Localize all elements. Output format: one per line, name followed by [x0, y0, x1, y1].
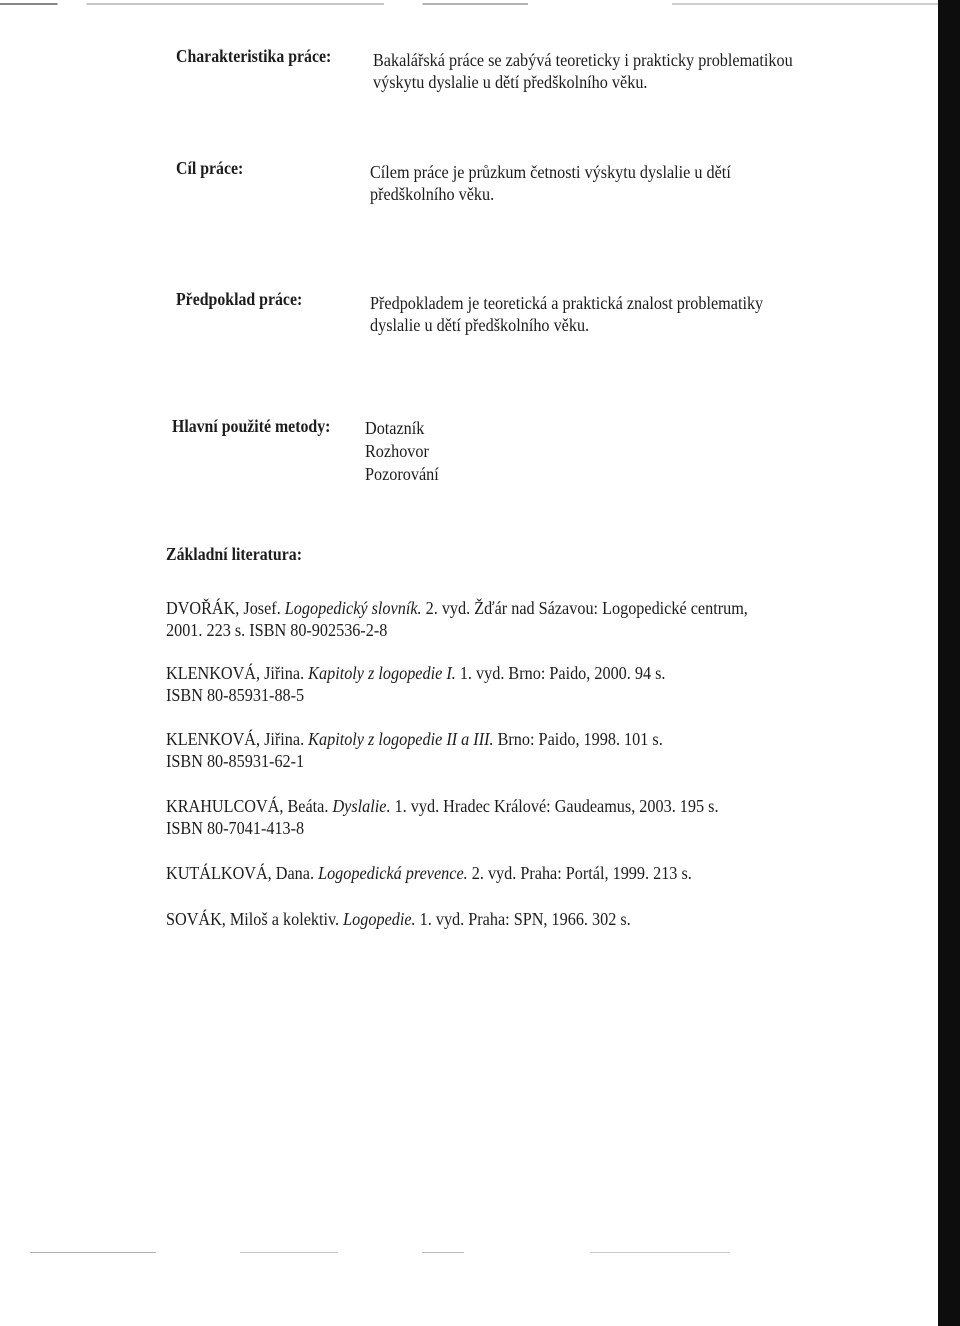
reference-author: KRAHULCOVÁ, Beáta.: [166, 796, 329, 816]
literature-heading: Základní literatura:: [166, 544, 302, 564]
value-line: Cílem práce je průzkum četnosti výskytu dyslalie u dětí: [370, 162, 731, 182]
field-value-predpoklad: [370, 292, 763, 336]
field-value-charakteristika: [373, 49, 793, 93]
reference-line: [166, 795, 719, 817]
reference-line: [166, 597, 748, 619]
reference-publication: 1. vyd. Hradec Králové: Gaudeamus, 2003. 195 s.: [394, 796, 719, 816]
reference-title: Logopedický slovník.: [284, 598, 422, 618]
reference-author: KUTÁLKOVÁ, Dana.: [166, 863, 315, 883]
field-value-metody: [365, 417, 439, 486]
value-line: výskytu dyslalie u dětí předškolního věku.: [373, 72, 648, 92]
reference-title: Dyslalie.: [332, 796, 391, 816]
reference-isbn-line: ISBN 80-85931-62-1: [166, 751, 305, 771]
reference-publication: 1. vyd. Brno: Paido, 2000. 94 s.: [459, 663, 666, 683]
reference-publication: 1. vyd. Praha: SPN, 1966. 302 s.: [419, 909, 631, 929]
reference-item: [166, 795, 719, 839]
reference-item: [166, 662, 665, 706]
reference-title: Logopedická prevence.: [318, 863, 468, 883]
field-label-predpoklad: Předpoklad práce:: [176, 289, 303, 309]
reference-author: KLENKOVÁ, Jiřina.: [166, 663, 305, 683]
reference-item: [166, 597, 748, 641]
reference-line: [166, 862, 692, 884]
reference-item: [166, 862, 692, 884]
method-item: Dotazník: [365, 418, 425, 438]
value-line: předškolního věku.: [370, 184, 495, 204]
scan-artifact-bottom: [30, 1252, 730, 1253]
reference-title: Kapitoly z logopedie I.: [308, 663, 456, 683]
reference-item: [166, 728, 663, 772]
reference-isbn-line: 2001. 223 s. ISBN 80-902536-2-8: [166, 620, 388, 640]
reference-author: SOVÁK, Miloš a kolektiv.: [166, 909, 340, 929]
scan-artifact-top: [0, 3, 960, 5]
method-item: Rozhovor: [365, 441, 429, 461]
field-label-cil: Cíl práce:: [176, 158, 244, 178]
reference-publication: 2. vyd. Praha: Portál, 1999. 213 s.: [471, 863, 692, 883]
value-line: Bakalářská práce se zabývá teoreticky i prakticky problematikou: [373, 50, 793, 70]
reference-line: [166, 908, 631, 930]
field-label-metody: Hlavní použité metody:: [172, 416, 331, 436]
value-line: Předpokladem je teoretická a praktická znalost problematiky: [370, 293, 764, 313]
reference-line: [166, 728, 663, 750]
value-line: dyslalie u dětí předškolního věku.: [370, 315, 590, 335]
reference-isbn-line: ISBN 80-7041-413-8: [166, 818, 305, 838]
field-value-cil: [370, 161, 731, 205]
reference-author: DVOŘÁK, Josef.: [166, 598, 281, 618]
reference-title: Logopedie.: [343, 909, 416, 929]
reference-line: [166, 662, 665, 684]
scan-edge-right: [938, 0, 960, 1326]
reference-publication: 2. vyd. Žďár nad Sázavou: Logopedické centrum,: [425, 598, 748, 618]
reference-author: KLENKOVÁ, Jiřina.: [166, 729, 305, 749]
reference-isbn-line: ISBN 80-85931-88-5: [166, 685, 305, 705]
method-item: Pozorování: [365, 464, 439, 484]
reference-publication: Brno: Paido, 1998. 101 s.: [497, 729, 663, 749]
reference-item: [166, 908, 631, 930]
reference-title: Kapitoly z logopedie II a III.: [308, 729, 494, 749]
field-label-charakteristika: Charakteristika práce:: [176, 46, 332, 66]
